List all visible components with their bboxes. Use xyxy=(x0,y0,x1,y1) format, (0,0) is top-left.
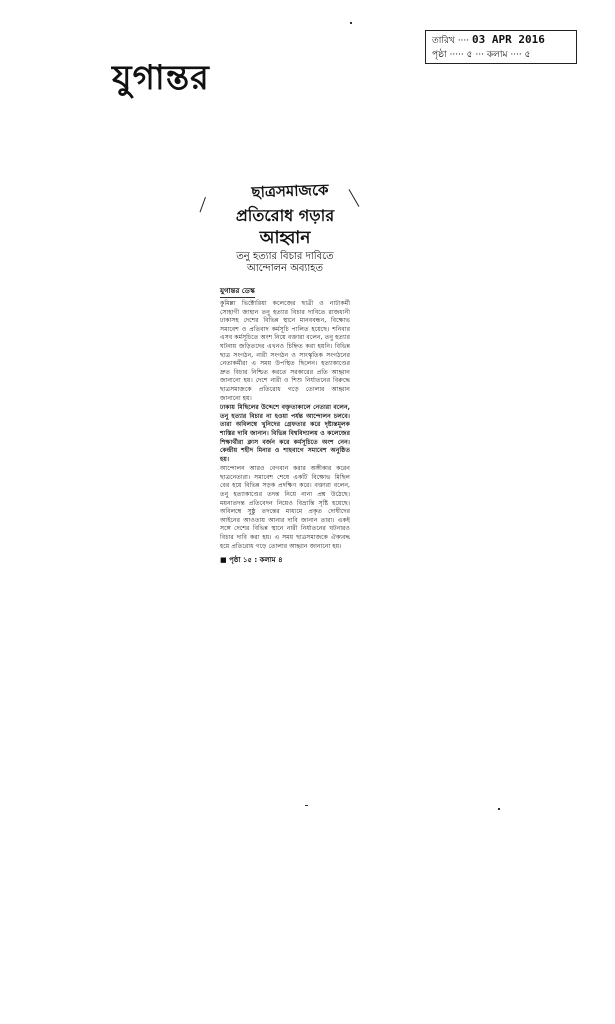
continued-marker: ■ পৃষ্ঠা ১৫ : কলাম ৪ xyxy=(220,556,283,565)
stamp-column-label: কলাম xyxy=(486,50,508,60)
stamp-column-value: ৫ xyxy=(524,50,531,60)
stamp-page-label: পৃষ্ঠা xyxy=(432,50,447,60)
headline-line-2: আহ্বান xyxy=(259,228,311,248)
scan-speck xyxy=(350,22,352,24)
newspaper-masthead: যুগান্তর xyxy=(112,58,210,98)
headline-line-1: প্রতিরোধ গড়ার xyxy=(235,206,335,225)
news-clipping xyxy=(220,180,350,566)
scan-speck xyxy=(498,808,500,810)
article-paragraph: ঢাকায় মিছিলের উদ্দেশে বক্তৃতাকালে নেতারা বলেন, তনু হত্যার বিচার না হওয়া পর্যন্ত আন্দোলন চলবে। তারা অবিলম্বে খুনিদের গ্রেফতার করে দৃষ্টান্তমূলক শাস্তির দাবি জানান। বিভিন্ন বিশ্ববিদ্যালয় ও কলেজের শিক্ষার্থীরা ক্লাস বর্জন করে কর্মসূচিতে অংশ নেন। কেন্দ্রীয় শহীদ মিনার ও শাহবাগে সমাবেশ অনুষ্ঠিত হয়। xyxy=(220,404,350,463)
date-page-stamp: তারিখ ···· 03 APR 2016 পৃষ্ঠা ····· ৫ ··· কলাম ···· ৫ xyxy=(425,30,577,64)
article-kicker: ছাত্রসমাজকে xyxy=(251,180,329,202)
article-subhead xyxy=(220,251,350,275)
continued-text: পৃষ্ঠা ১৫ : কলাম ৪ xyxy=(229,556,283,565)
subhead-line-1: তনু হত্যার বিচার দাবিতে xyxy=(236,251,334,262)
article-headline xyxy=(220,205,350,249)
clip-bracket-left xyxy=(200,197,214,215)
stamp-page-value: ৫ xyxy=(466,50,473,60)
subhead-line-2: আন্দোলন অব্যাহত xyxy=(247,263,323,274)
article-paragraph: আন্দোলন আরও বেগবান করার অঙ্গীকার করেন ছাত্রনেতারা। সমাবেশ শেষে একটি বিক্ষোভ মিছিল বের হয়ে বিভিন্ন সড়ক প্রদক্ষিণ করে। বক্তারা বলেন, তনু হত্যাকাণ্ডের তদন্ত নিয়ে নানা প্রশ্ন উঠেছে। ময়নাতদন্ত প্রতিবেদন নিয়েও বিভ্রান্তি সৃষ্টি হয়েছে। অবিলম্বে সুষ্ঠু তদন্তের মাধ্যমে প্রকৃত দোষীদের আইনের আওতায় আনার দাবি জানান তারা। একই সঙ্গে দেশের বিভিন্ন স্থানে নারী নির্যাতনের ঘটনারও বিচার দাবি করা হয়। এ সময় ছাত্রসমাজকে ঐক্যবদ্ধ হয়ে প্রতিরোধ গড়ে তোলার আহ্বান জানানো হয়। xyxy=(220,465,350,550)
article-paragraph: কুমিল্লা ভিক্টোরিয়া কলেজের ছাত্রী ও নাট্যকর্মী সোহাগী জাহান তনু হত্যার বিচার দাবিতে রাজধানী ঢাকাসহ দেশের বিভিন্ন স্থানে মানববন্ধন, বিক্ষোভ সমাবেশ ও প্রতিবাদ কর্মসূচি পালিত হয়েছে। শনিবার এসব কর্মসূচিতে অংশ নিয়ে বক্তারা বলেন, তনু হত্যার ঘটনায় জড়িতদের এখনও চিহ্নিত করা হয়নি। বিভিন্ন ছাত্র সংগঠন, নারী সংগঠন ও সাংস্কৃতিক সংগঠনের নেতাকর্মীরা এ সময় উপস্থিত ছিলেন। হত্যাকাণ্ডের দ্রুত বিচার নিশ্চিত করতে সরকারের প্রতি আহ্বান জানানো হয়। দেশে নারী ও শিশু নির্যাতনের বিরুদ্ধে ছাত্রসমাজকে প্রতিরোধ গড়ে তোলার আহ্বান জানানো হয়। xyxy=(220,300,350,402)
article-byline: যুগান্তর ডেস্ক xyxy=(220,285,255,298)
article-body xyxy=(220,300,350,551)
stamp-date-value: 03 APR 2016 xyxy=(472,33,545,46)
stamp-date-label: তারিখ xyxy=(432,36,455,46)
scan-speck xyxy=(305,805,308,806)
